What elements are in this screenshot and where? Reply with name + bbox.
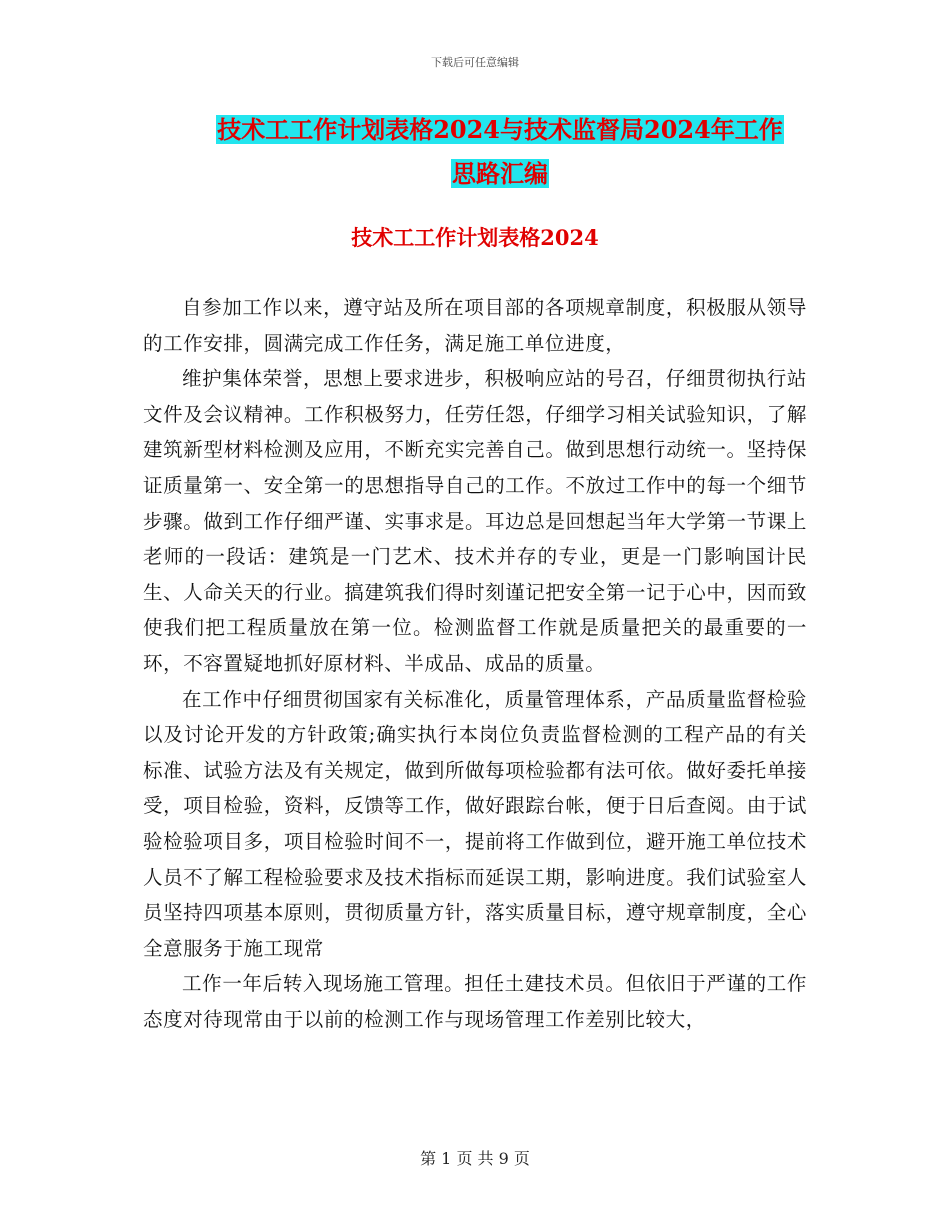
page-number: 第 1 页 共 9 页 <box>420 1149 530 1168</box>
paragraph-3: 在工作中仔细贯彻国家有关标准化，质量管理体系，产品质量监督检验以及讨论开发的方针政策;确实执行本岗位负责监督检测的工程产品的有关标准、试验方法及有关规定，做到所做每项检验都有法可依。做好委托单接受，项目检验，资料，反馈等工作，做好跟踪台帐，便于日后查阅。由于试验检验项目多，项目检验时间不一，提前将工作做到位，避开施工单位技术人员不了解工程检验要求及技术指标而延误工期，影响进度。我们试验室人员坚持四项基本原则，贯彻质量方针，落实质量目标，遵守规章制度，全心全意服务于施工现常 <box>143 687 807 960</box>
document-title-line-2: 思路汇编 <box>452 159 548 188</box>
section-title: 技术工工作计划表格2024 <box>351 225 599 250</box>
document-title-line-1: 技术工工作计划表格2024与技术监督局2024年工作 <box>217 115 783 144</box>
body-text <box>143 290 807 1037</box>
paragraph-2: 维护集体荣誉，思想上要求进步，积极响应站的号召，仔细贯彻执行站文件及会议精神。工作积极努力，任劳任怨，仔细学习相关试验知识，了解建筑新型材料检测及应用，不断充实完善自己。做到思想行动统一。坚持保证质量第一、安全第一的思想指导自己的工作。不放过工作中的每一个细节步骤。做到工作仔细严谨、实事求是。耳边总是回想起当年大学第一节课上老师的一段话：建筑是一门艺术、技术并存的专业，更是一门影响国计民生、人命关天的行业。搞建筑我们得时刻谨记把安全第一记于心中，因而致使我们把工程质量放在第一位。检测监督工作就是质量把关的最重要的一环，不容置疑地抓好原材料、半成品、成品的质量。 <box>143 367 807 675</box>
paragraph-1: 自参加工作以来，遵守站及所在项目部的各项规章制度，积极服从领导的工作安排，圆满完成工作任务，满足施工单位进度， <box>143 296 807 355</box>
paragraph-4: 工作一年后转入现场施工管理。担任土建技术员。但依旧于严谨的工作态度对待现常由于以前的检测工作与现场管理工作差别比较大， <box>143 972 807 1031</box>
header-note: 下载后可任意编辑 <box>431 56 519 69</box>
document-title <box>120 108 880 196</box>
